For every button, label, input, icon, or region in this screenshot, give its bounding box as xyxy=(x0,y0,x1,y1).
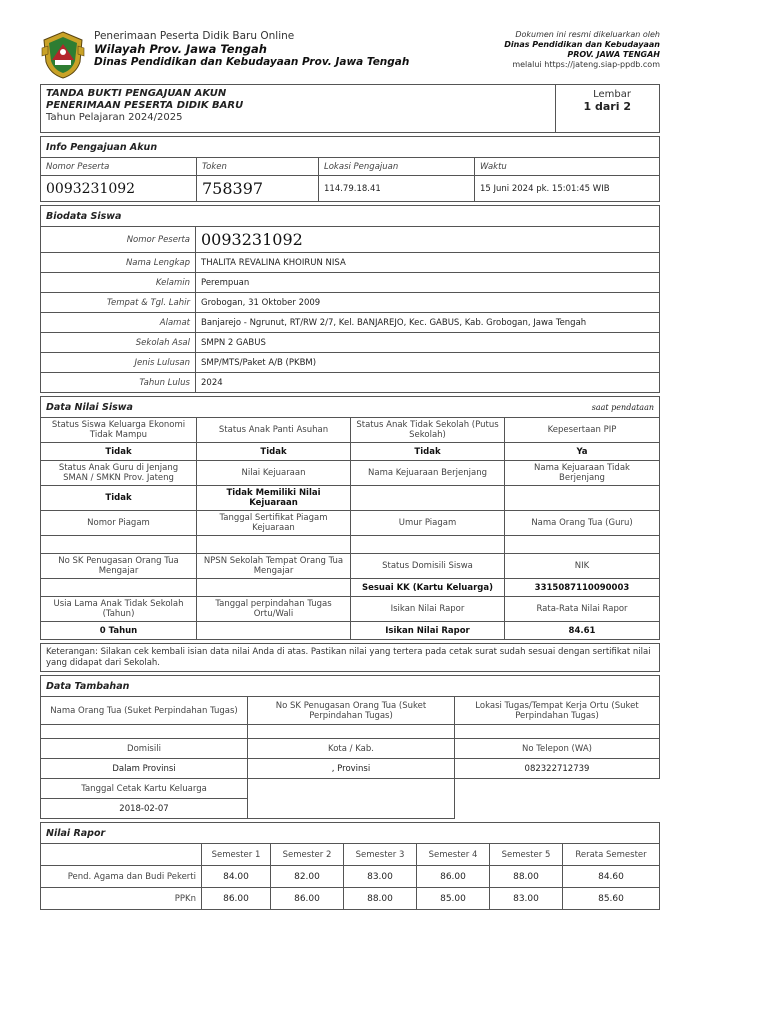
info-section xyxy=(40,136,660,202)
rapor-header: Semester 4 xyxy=(417,844,490,866)
tambahan-title: Data Tambahan xyxy=(41,676,660,697)
biodata-label: Nomor Peserta xyxy=(41,227,196,253)
rapor-score: 84.60 xyxy=(563,866,660,888)
nilai-value: Ya xyxy=(505,443,660,461)
nilai-header: Status Siswa Keluarga Ekonomi Tidak Mampu xyxy=(41,418,197,443)
info-waktu-value: 15 Juni 2024 pk. 15:01:45 WIB xyxy=(475,176,660,202)
sheet-value: 1 dari 2 xyxy=(583,100,631,113)
title-cell xyxy=(41,85,556,133)
nilai-header: Nama Orang Tua (Guru) xyxy=(505,511,660,536)
nilai-value xyxy=(41,579,197,597)
biodata-value: THALITA REVALINA KHOIRUN NISA xyxy=(196,253,660,273)
nilai-header: Umur Piagam xyxy=(351,511,505,536)
nilai-header: Nama Kejuaraan Tidak Berjenjang xyxy=(505,461,660,486)
tambahan-kota-value: , Provinsi xyxy=(248,759,455,779)
nilai-header: Isikan Nilai Rapor xyxy=(351,597,505,622)
nilai-value: Tidak Memiliki Nilai Kejuaraan xyxy=(197,486,351,511)
info-header-token: Token xyxy=(197,158,319,176)
biodata-label: Jenis Lulusan xyxy=(41,353,196,373)
nilai-value: Tidak xyxy=(41,443,197,461)
nilai-section xyxy=(40,396,660,640)
nilai-header: Tanggal Sertifikat Piagam Kejuaraan xyxy=(197,511,351,536)
document-header xyxy=(40,24,660,84)
rapor-score: 84.00 xyxy=(202,866,271,888)
rapor-section xyxy=(40,822,660,910)
title-line-2: PENERIMAAN PESERTA DIDIK BARU xyxy=(46,100,244,111)
rapor-score: 83.00 xyxy=(490,888,563,910)
rapor-header: Semester 2 xyxy=(271,844,344,866)
info-token-value: 758397 xyxy=(197,176,319,202)
document-page xyxy=(40,24,660,910)
biodata-value: SMP/MTS/Paket A/B (PKBM) xyxy=(196,353,660,373)
nilai-value: Isikan Nilai Rapor xyxy=(351,622,505,640)
info-nomor-value: 0093231092 xyxy=(41,176,197,202)
nilai-header: NIK xyxy=(505,554,660,579)
tambahan-section xyxy=(40,675,660,819)
tambahan-header: Kota / Kab. xyxy=(248,739,455,759)
info-title: Info Pengajuan Akun xyxy=(41,137,660,158)
biodata-section xyxy=(40,205,660,393)
nilai-header: Nilai Kejuaraan xyxy=(197,461,351,486)
official-url: melalui https://jateng.siap-ppdb.com xyxy=(512,60,660,69)
header-line-2: Wilayah Prov. Jawa Tengah xyxy=(94,42,267,56)
tambahan-value xyxy=(41,725,248,739)
nilai-value: Tidak xyxy=(41,486,197,511)
official-line-2: Dinas Pendidikan dan Kebudayaan xyxy=(504,40,660,49)
nilai-value: 0 Tahun xyxy=(41,622,197,640)
header-line-1: Penerimaan Peserta Didik Baru Online xyxy=(94,30,295,42)
rapor-score: 85.00 xyxy=(417,888,490,910)
nilai-header: Tanggal perpindahan Tugas Ortu/Wali xyxy=(197,597,351,622)
nilai-note: saat pendataan xyxy=(351,397,660,418)
nilai-value xyxy=(505,536,660,554)
rapor-score: 83.00 xyxy=(344,866,417,888)
title-line-3: Tahun Pelajaran 2024/2025 xyxy=(46,112,183,123)
nilai-header: Status Domisili Siswa xyxy=(351,554,505,579)
official-line-1: Dokumen ini resmi dikeluarkan oleh xyxy=(515,30,660,39)
rapor-score: 88.00 xyxy=(344,888,417,910)
rapor-row xyxy=(41,866,660,888)
nilai-value xyxy=(41,536,197,554)
tambahan-header: Lokasi Tugas/Tempat Kerja Ortu (Suket Perpindahan Tugas) xyxy=(455,697,660,725)
nilai-value: Tidak xyxy=(351,443,505,461)
rapor-score: 86.00 xyxy=(202,888,271,910)
tambahan-value xyxy=(455,725,660,739)
rapor-subject: Pend. Agama dan Budi Pekerti xyxy=(41,866,202,888)
nilai-header: Usia Lama Anak Tidak Sekolah (Tahun) xyxy=(41,597,197,622)
nilai-header: Status Anak Panti Asuhan xyxy=(197,418,351,443)
nilai-header: No SK Penugasan Orang Tua Mengajar xyxy=(41,554,197,579)
tambahan-header: No Telepon (WA) xyxy=(455,739,660,759)
biodata-label: Tempat & Tgl. Lahir xyxy=(41,293,196,313)
tambahan-header: Nama Orang Tua (Suket Perpindahan Tugas) xyxy=(41,697,248,725)
sheet-cell xyxy=(556,85,660,133)
tambahan-header: Tanggal Cetak Kartu Keluarga xyxy=(41,779,248,799)
biodata-label: Tahun Lulus xyxy=(41,373,196,393)
biodata-value: Perempuan xyxy=(196,273,660,293)
nilai-header: Nomor Piagam xyxy=(41,511,197,536)
nilai-title: Data Nilai Siswa xyxy=(41,397,351,418)
nilai-header: Nama Kejuaraan Berjenjang xyxy=(351,461,505,486)
official-note xyxy=(504,30,660,70)
nilai-value xyxy=(351,486,505,511)
nilai-header: Kepesertaan PIP xyxy=(505,418,660,443)
rapor-title: Nilai Rapor xyxy=(41,823,660,844)
tambahan-header: No SK Penugasan Orang Tua (Suket Perpindahan Tugas) xyxy=(248,697,455,725)
tambahan-header: Domisili xyxy=(41,739,248,759)
jawa-tengah-emblem-icon xyxy=(40,30,86,80)
rapor-score: 86.00 xyxy=(271,888,344,910)
title-line-1: TANDA BUKTI PENGAJUAN AKUN xyxy=(46,88,227,99)
nilai-header: NPSN Sekolah Tempat Orang Tua Mengajar xyxy=(197,554,351,579)
biodata-label: Nama Lengkap xyxy=(41,253,196,273)
keterangan-box xyxy=(40,643,660,672)
rapor-header: Semester 1 xyxy=(202,844,271,866)
rapor-header: Semester 5 xyxy=(490,844,563,866)
nilai-header: Status Anak Tidak Sekolah (Putus Sekolah) xyxy=(351,418,505,443)
header-line-3: Dinas Pendidikan dan Kebudayaan Prov. Jawa Tengah xyxy=(94,56,410,68)
info-header-nomor: Nomor Peserta xyxy=(41,158,197,176)
biodata-value: 0093231092 xyxy=(196,227,660,253)
rapor-corner xyxy=(41,844,202,866)
nilai-value: Sesuai KK (Kartu Keluarga) xyxy=(351,579,505,597)
keterangan-text: Keterangan: Silakan cek kembali isian data nilai Anda di atas. Pastikan nilai yang tertera pada cetak surat sudah sesuai dengan sertifikat nilai yang didapat dari Sekolah. xyxy=(41,644,660,672)
biodata-label: Kelamin xyxy=(41,273,196,293)
biodata-value: 2024 xyxy=(196,373,660,393)
tambahan-kk-value: 2018-02-07 xyxy=(41,799,248,819)
nilai-header: Status Anak Guru di Jenjang SMAN / SMKN Prov. Jateng xyxy=(41,461,197,486)
nilai-value xyxy=(197,622,351,640)
biodata-title: Biodata Siswa xyxy=(41,206,660,227)
biodata-label: Sekolah Asal xyxy=(41,333,196,353)
tambahan-empty xyxy=(248,779,455,819)
info-lokasi-value: 114.79.18.41 xyxy=(319,176,475,202)
sheet-label: Lembar xyxy=(593,89,631,100)
nilai-value xyxy=(197,536,351,554)
info-header-waktu: Waktu xyxy=(475,158,660,176)
nilai-value xyxy=(505,486,660,511)
tambahan-blank xyxy=(455,779,660,819)
rapor-subject: PPKn xyxy=(41,888,202,910)
rapor-header: Rerata Semester xyxy=(563,844,660,866)
info-header-lokasi: Lokasi Pengajuan xyxy=(319,158,475,176)
rapor-row xyxy=(41,888,660,910)
organization-block xyxy=(94,30,409,69)
biodata-label: Alamat xyxy=(41,313,196,333)
official-line-3: PROV. JAWA TENGAH xyxy=(567,50,660,59)
nilai-value: 84.61 xyxy=(505,622,660,640)
biodata-value: SMPN 2 GABUS xyxy=(196,333,660,353)
nilai-value: 3315087110090003 xyxy=(505,579,660,597)
rapor-header: Semester 3 xyxy=(344,844,417,866)
rapor-score: 85.60 xyxy=(563,888,660,910)
nilai-value: Tidak xyxy=(197,443,351,461)
biodata-value: Grobogan, 31 Oktober 2009 xyxy=(196,293,660,313)
rapor-score: 88.00 xyxy=(490,866,563,888)
nilai-value xyxy=(197,579,351,597)
nilai-value xyxy=(351,536,505,554)
tambahan-telp-value: 082322712739 xyxy=(455,759,660,779)
tambahan-domisili-value: Dalam Provinsi xyxy=(41,759,248,779)
nilai-header: Rata-Rata Nilai Rapor xyxy=(505,597,660,622)
tambahan-value xyxy=(248,725,455,739)
rapor-score: 86.00 xyxy=(417,866,490,888)
rapor-score: 82.00 xyxy=(271,866,344,888)
title-box xyxy=(40,84,660,133)
biodata-value: Banjarejo - Ngrunut, RT/RW 2/7, Kel. BANJAREJO, Kec. GABUS, Kab. Grobogan, Jawa Tengah xyxy=(196,313,660,333)
